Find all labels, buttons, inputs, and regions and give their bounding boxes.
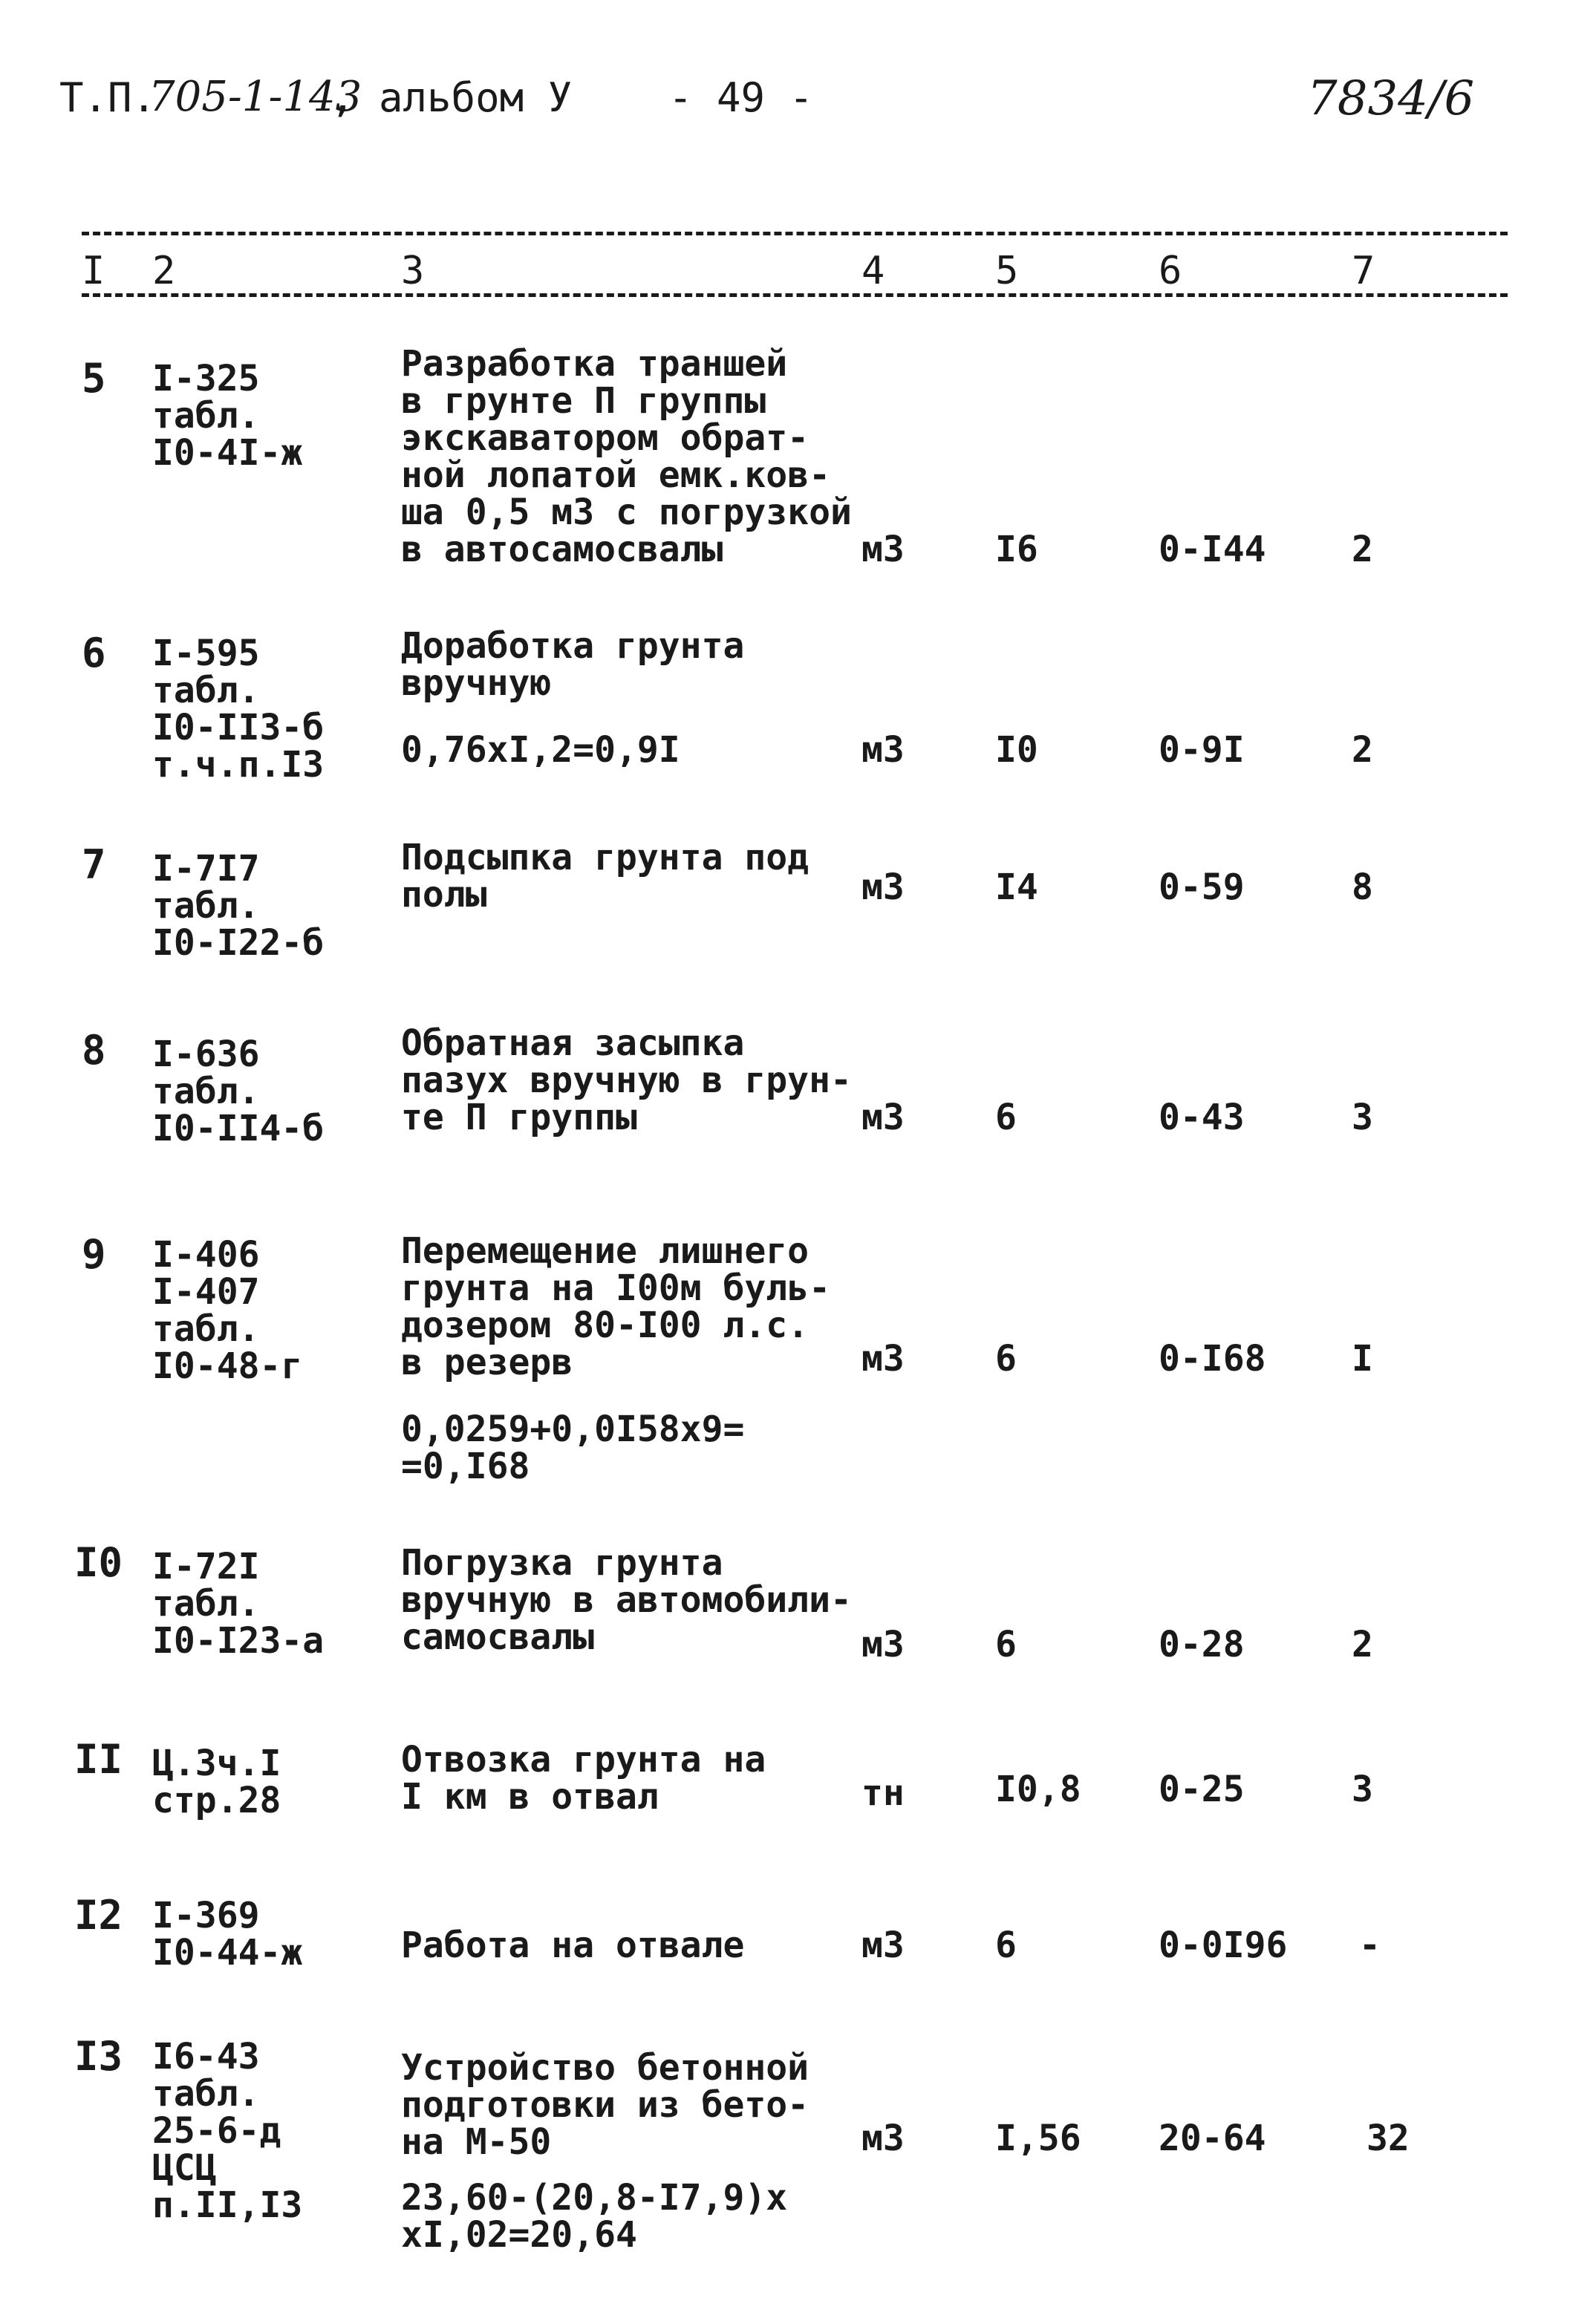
work-description: Работа на отвале <box>401 1925 745 1966</box>
row-number: I3 <box>74 2033 123 2080</box>
row-number: 5 <box>82 355 106 402</box>
total-cost: 2 <box>1352 1624 1373 1665</box>
work-description: Отвозка грунта на I км в отвал <box>401 1739 766 1818</box>
row-number: 8 <box>82 1027 106 1074</box>
work-description: Устройство бетонной подготовки из бето- на М-50 <box>401 2047 810 2163</box>
column-number: 5 <box>995 249 1019 293</box>
total-cost: 2 <box>1352 729 1373 771</box>
unit-cost: 0-28 <box>1159 1624 1245 1665</box>
column-number: I <box>82 249 105 293</box>
total-cost: 32 <box>1367 2118 1410 2159</box>
table-top-rule <box>82 232 1508 235</box>
total-cost: I <box>1352 1338 1373 1380</box>
column-number: 7 <box>1352 249 1375 293</box>
unit: м3 <box>861 1624 905 1665</box>
unit-cost: 0-9I <box>1159 729 1245 771</box>
quantity: I6 <box>995 529 1038 570</box>
norm-reference: I-595 табл. I0-II3-б т.ч.п.I3 <box>152 633 325 786</box>
row-number: 9 <box>82 1231 106 1278</box>
unit-cost: 0-I44 <box>1159 529 1266 570</box>
row-number: I2 <box>74 1892 123 1939</box>
work-description: Доработка грунта вручную <box>401 625 745 704</box>
column-number: 6 <box>1159 249 1182 293</box>
quantity: I0,8 <box>995 1769 1081 1810</box>
quantity: 6 <box>995 1097 1017 1138</box>
quantity: 6 <box>995 1624 1017 1665</box>
unit-cost: 0-0I96 <box>1159 1925 1288 1966</box>
row-number: II <box>74 1736 123 1783</box>
row-number: 6 <box>82 630 106 676</box>
total-cost: - <box>1359 1925 1381 1966</box>
unit: м3 <box>861 1338 905 1380</box>
work-description: Разработка траншей в грунте П группы экскаватором обрат- ной лопатой емк.ков- ша 0,5 м3 с погрузкой в автосамосвалы <box>401 343 852 570</box>
column-number: 4 <box>861 249 885 293</box>
norm-reference: I-72I табл. I0-I23-а <box>152 1546 325 1662</box>
norm-reference: I-325 табл. I0-4I-ж <box>152 358 303 474</box>
work-description: Обратная засыпка пазух вручную в грун- те П группы <box>401 1022 852 1138</box>
norm-reference: I6-43 табл. 25-6-д ЦСЦ п.II,I3 <box>152 2036 303 2226</box>
table-header-rule <box>82 293 1508 297</box>
quantity: 6 <box>995 1925 1017 1966</box>
total-cost: 2 <box>1352 529 1373 570</box>
work-description: Погрузка грунта вручную в автомобили- самосвалы <box>401 1542 852 1658</box>
norm-reference: I-369 I0-44-ж <box>152 1895 303 1974</box>
unit: м3 <box>861 1097 905 1138</box>
total-cost: 3 <box>1352 1769 1373 1810</box>
unit: м3 <box>861 2118 905 2159</box>
work-description: Подсыпка грунта под полы <box>401 837 810 915</box>
total-cost: 3 <box>1352 1097 1373 1138</box>
document-prefix: Т.П. <box>59 74 157 121</box>
norm-reference: I-7I7 табл. I0-I22-б <box>152 848 325 964</box>
calculation-note: 0,0259+0,0I58х9= =0,I68 <box>401 1409 745 1487</box>
norm-reference: I-406 I-407 табл. I0-48-г <box>152 1234 303 1387</box>
unit: м3 <box>861 729 905 771</box>
unit-cost: 0-43 <box>1159 1097 1245 1138</box>
unit-cost: 0-59 <box>1159 866 1245 908</box>
row-number: I0 <box>74 1539 123 1586</box>
quantity: 6 <box>995 1338 1017 1380</box>
unit: тн <box>861 1772 905 1814</box>
page-number: - 49 - <box>668 74 814 121</box>
unit-cost: 0-I68 <box>1159 1338 1266 1380</box>
calculation-note: 0,76хI,2=0,9I <box>401 729 680 771</box>
unit: м3 <box>861 866 905 908</box>
album-label: , альбом У <box>330 74 573 121</box>
unit-cost: 0-25 <box>1159 1769 1245 1810</box>
quantity: I,56 <box>995 2118 1081 2159</box>
unit-cost: 20-64 <box>1159 2118 1266 2159</box>
work-description: Перемещение лишнего грунта на I00м буль- дозером 80-I00 л.с. в резерв <box>401 1230 830 1383</box>
quantity: I0 <box>995 729 1038 771</box>
unit: м3 <box>861 529 905 570</box>
column-number: 3 <box>401 249 425 293</box>
row-number: 7 <box>82 841 106 888</box>
column-number: 2 <box>152 249 176 293</box>
norm-reference: Ц.3ч.I стр.28 <box>152 1743 281 1821</box>
total-cost: 8 <box>1352 866 1373 908</box>
document-code-handwritten: 7834/6 <box>1307 71 1475 126</box>
quantity: I4 <box>995 866 1038 908</box>
calculation-note: 23,60-(20,8-I7,9)х хI,02=20,64 <box>401 2177 788 2256</box>
unit: м3 <box>861 1925 905 1966</box>
project-number-handwritten: 705-1-143 <box>149 73 362 121</box>
norm-reference: I-636 табл. I0-II4-б <box>152 1034 325 1149</box>
